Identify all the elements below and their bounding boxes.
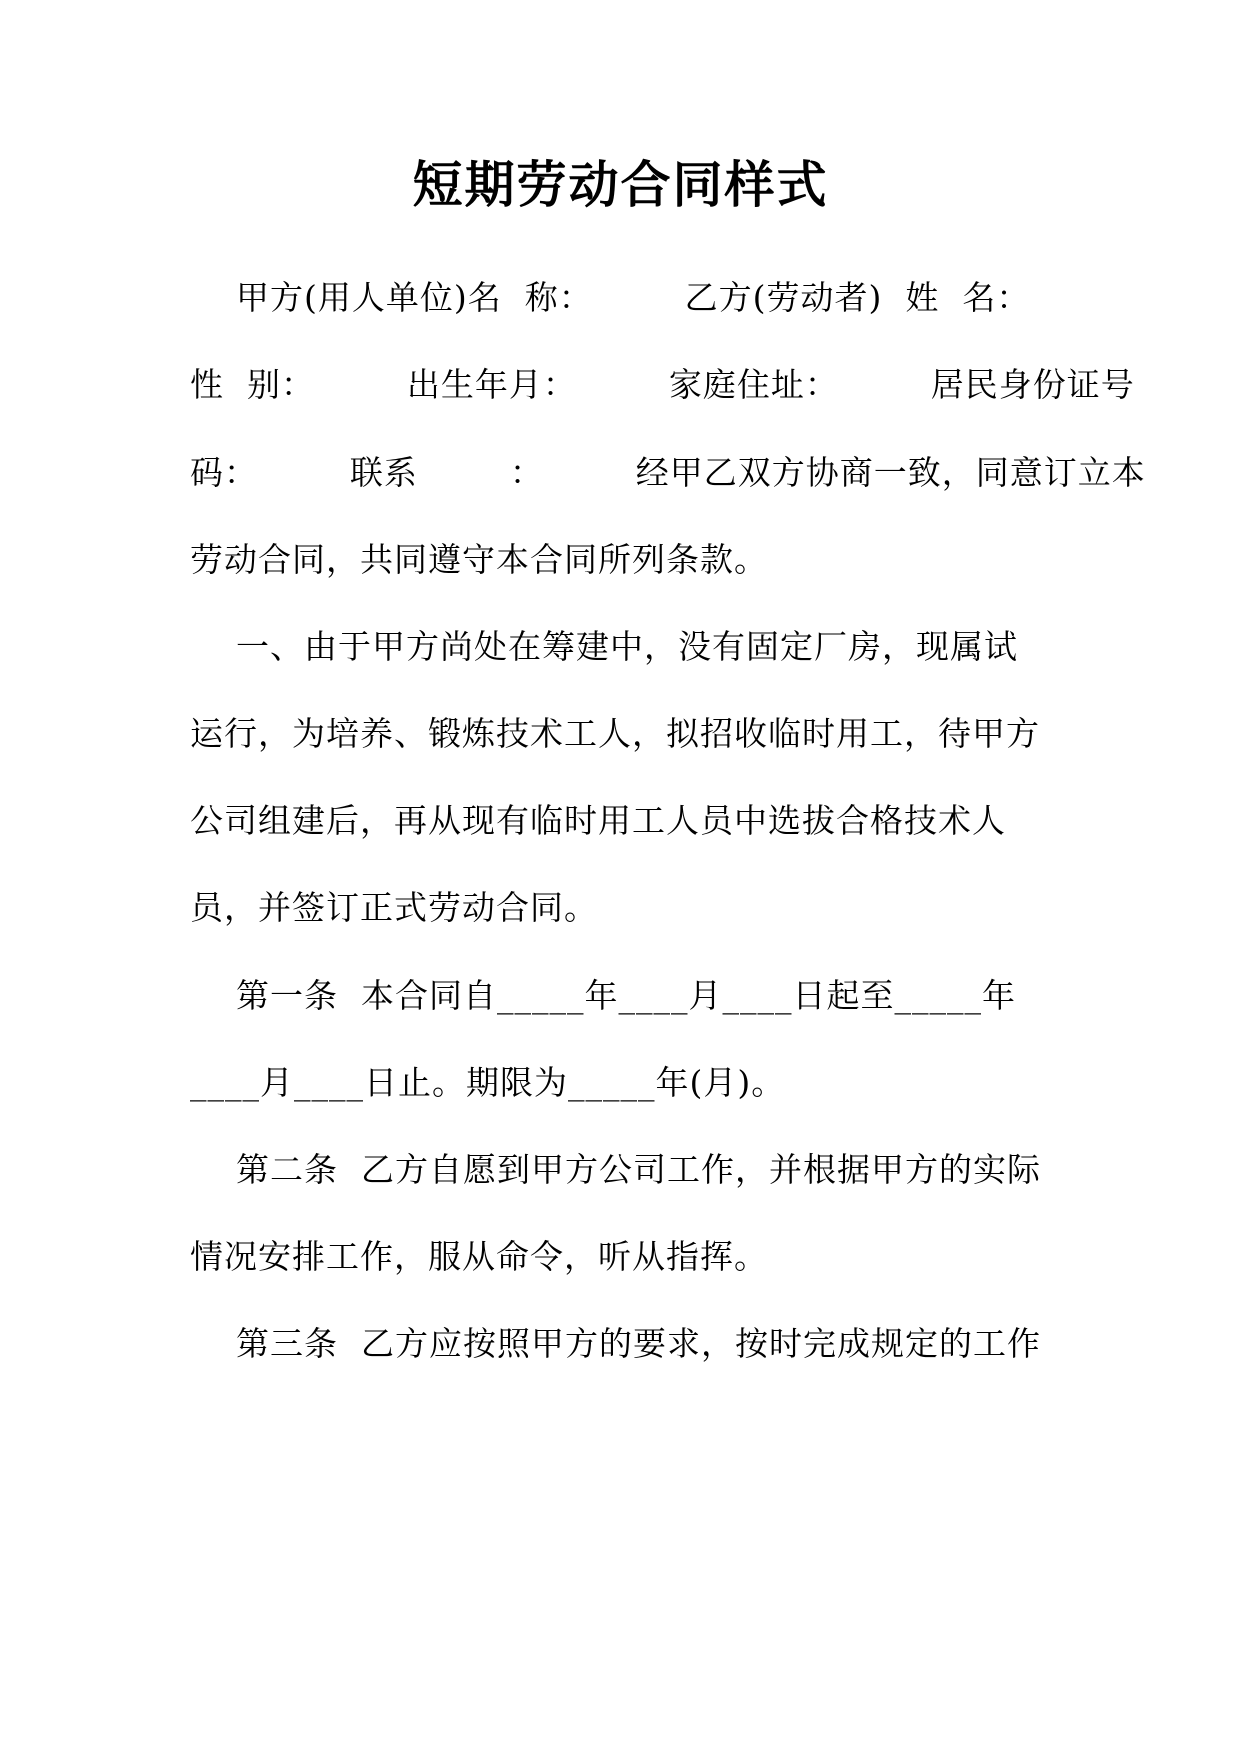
contract-line: 性 别： 出生年月： 家庭住址： 居民身份证号: [190, 365, 1135, 404]
contract-line: 第一条 本合同自_____年____月____日起至_____年: [190, 976, 1016, 1015]
contract-line: 劳动合同，共同遵守本合同所列条款。: [190, 540, 768, 579]
contract-line: 码： 联系 ： 经甲乙双方协商一致，同意订立本: [190, 453, 1146, 492]
contract-line: ____月____日止。期限为_____年(月)。: [190, 1063, 786, 1102]
contract-line: 情况安排工作，服从命令，听从指挥。: [190, 1237, 768, 1276]
contract-line: 第二条 乙方自愿到甲方公司工作，并根据甲方的实际: [190, 1150, 1041, 1189]
contract-line: 运行，为培养、锻炼技术工人，拟招收临时用工，待甲方: [190, 714, 1040, 753]
contract-line: 一、由于甲方尚处在筹建中，没有固定厂房，现属试: [190, 627, 1018, 666]
document-title: 短期劳动合同样式: [412, 155, 829, 214]
contract-line: 员，并签订正式劳动合同。: [190, 888, 598, 927]
contract-line: 公司组建后，再从现有临时用工人员中选拔合格技术人: [190, 801, 1006, 840]
contract-line: 第三条 乙方应按照甲方的要求，按时完成规定的工作: [190, 1324, 1041, 1363]
contract-line: 甲方(用人单位)名 称： 乙方(劳动者) 姓 名：: [190, 278, 1031, 317]
